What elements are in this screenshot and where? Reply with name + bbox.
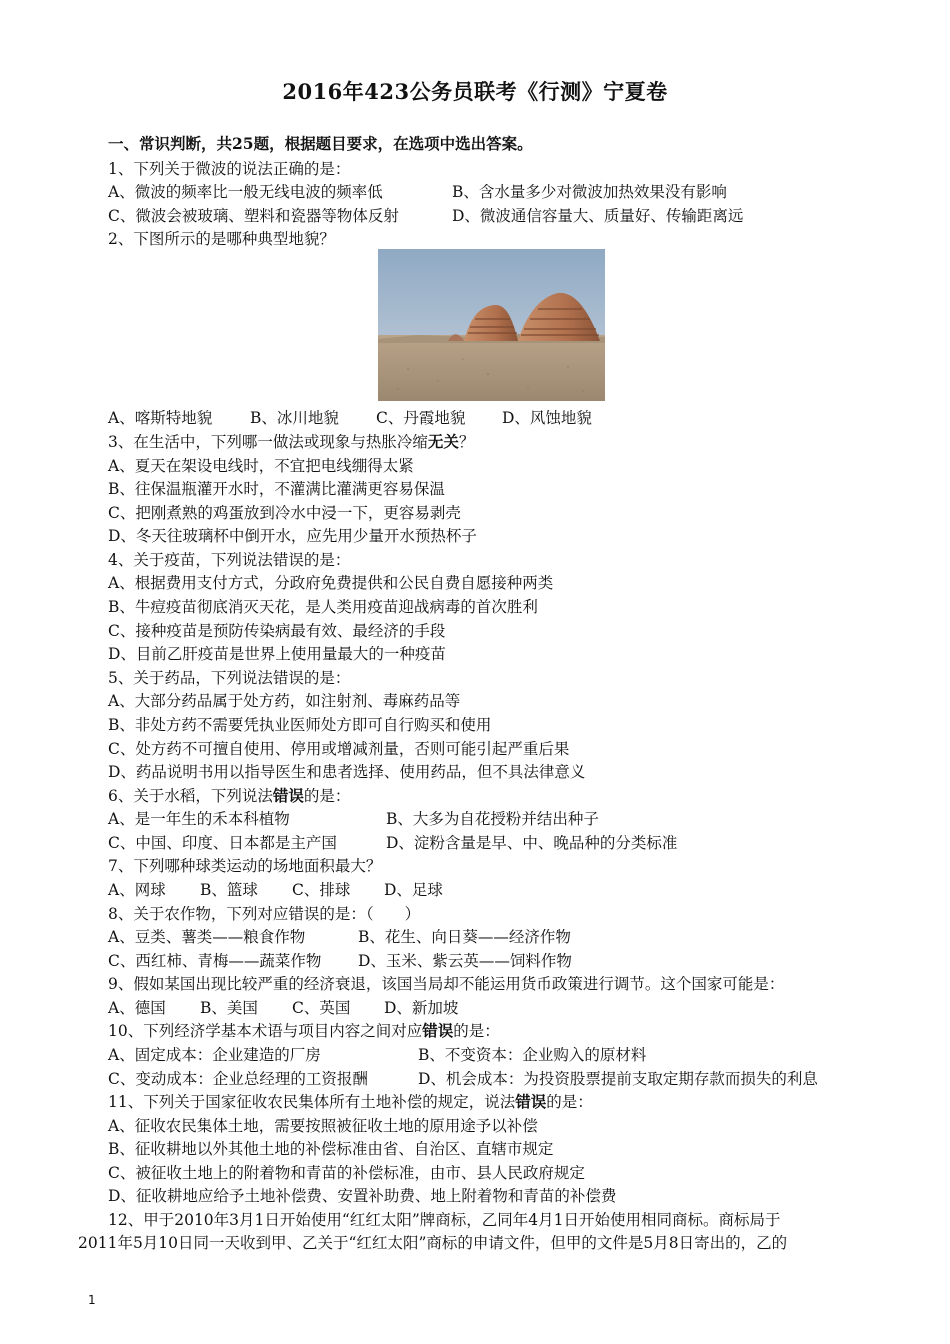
option-b: B、非处方药不需要凭执业医师处方即可自行购买和使用	[108, 716, 492, 734]
option-b: B、含水量多少对微波加热效果没有影响	[452, 183, 727, 201]
question-9-stem: 9、假如某国出现比较严重的经济衰退，该国当局却不能运用货币政策进行调节。这个国家可能是：	[108, 975, 785, 993]
option-d: D、目前乙肝疫苗是世界上使用量最大的一种疫苗	[108, 645, 446, 663]
option-c: C、被征收土地上的附着物和青苗的补偿标准，由市、县人民政府规定	[108, 1164, 585, 1182]
option-c: C、西红柿、青梅——蔬菜作物	[108, 952, 322, 970]
question-3-stem: 3、在生活中，下列哪一做法或现象与热胀冷缩无关？	[108, 432, 475, 451]
option-b: B、大多为自花授粉并结出种子	[386, 810, 599, 828]
question-9-options	[108, 998, 458, 1018]
option-c: C、英国	[292, 999, 351, 1017]
option-d: D、微波通信容量大、质量好、传输距离远	[452, 207, 744, 225]
option-a: A、大部分药品属于处方药，如注射剂、毒麻药品等	[108, 692, 461, 710]
option-b: B、牛痘疫苗彻底消灭天花，是人类用疫苗迎战病毒的首次胜利	[108, 598, 538, 616]
option-a: A、征收农民集体土地，需要按照被征收土地的原用途予以补偿	[108, 1117, 538, 1135]
emphasis-text: 错误	[272, 786, 304, 805]
option-d: D、玉米、紫云英——饲料作物	[358, 952, 572, 970]
question-1-stem: 1、下列关于微波的说法正确的是：	[108, 160, 351, 178]
option-c: C、处方药不可擅自使用、停用或增减剂量，否则可能引起严重后果	[108, 740, 570, 758]
question-5-stem: 5、关于药品，下列说法错误的是：	[108, 669, 351, 687]
option-c: C、中国、印度、日本都是主产国	[108, 834, 337, 852]
emphasis-text: 无关	[427, 432, 459, 451]
option-d: D、风蚀地貌	[502, 409, 592, 427]
option-a: A、夏天在架设电线时，不宜把电线绷得太紧	[108, 457, 414, 475]
option-c: C、变动成本：企业总经理的工资报酬	[108, 1070, 368, 1088]
option-a: A、固定成本：企业建造的厂房	[108, 1046, 321, 1064]
question-2-stem: 2、下图所示的是哪种典型地貌？	[108, 230, 335, 248]
option-d: D、征收耕地应给予土地补偿费、安置补助费、地上附着物和青苗的补偿费	[108, 1187, 617, 1205]
option-b: B、美国	[200, 999, 258, 1017]
section-heading: 一、常识判断，共25题，根据题目要求，在选项中选出答案。	[108, 134, 533, 153]
option-d: D、机会成本：为投资股票提前支取定期存款而损失的利息	[418, 1070, 818, 1088]
page-title: 2016年423公务员联考《行测》宁夏卷	[282, 79, 668, 104]
question-12-line-1: 12、甲于2010年3月1日开始使用“红红太阳”牌商标，乙同年4月1日开始使用相同商标。商标局于	[108, 1211, 781, 1229]
question-2-options	[108, 408, 592, 428]
question-11-stem: 11、下列关于国家征收农民集体所有土地补偿的规定，说法错误的是：	[108, 1092, 593, 1111]
question-4-stem: 4、关于疫苗，下列说法错误的是：	[108, 551, 351, 569]
question-8-options-cd	[108, 951, 572, 971]
option-b: B、冰川地貌	[250, 409, 339, 427]
option-d: D、药品说明书用以指导医生和患者选择、使用药品，但不具法律意义	[108, 763, 586, 781]
option-a: A、微波的频率比一般无线电波的频率低	[108, 183, 383, 201]
option-b: B、征收耕地以外其他土地的补偿标准由省、自治区、直辖市规定	[108, 1140, 554, 1158]
option-a: A、德国	[108, 999, 166, 1017]
question-6-options-ab	[108, 809, 599, 829]
question-6-options-cd	[108, 833, 678, 853]
question-1-options-cd	[108, 206, 744, 226]
option-a: A、网球	[108, 881, 166, 899]
question-1-options-ab	[108, 182, 727, 202]
option-c: C、微波会被玻璃、塑料和瓷器等物体反射	[108, 207, 399, 225]
question-12-line-2: 2011年5月10日同一天收到甲、乙关于“红红太阳”商标的申请文件，但甲的文件是5月8日寄出的，乙的	[78, 1234, 788, 1252]
option-c: C、排球	[292, 881, 351, 899]
emphasis-text: 错误	[515, 1092, 547, 1111]
option-a: A、豆类、薯类——粮食作物	[108, 928, 306, 946]
option-c: C、丹霞地貌	[376, 409, 466, 427]
option-d: D、淀粉含量是早、中、晚品种的分类标准	[386, 834, 678, 852]
option-b: B、不变资本：企业购入的原材料	[418, 1046, 647, 1064]
option-d: D、冬天往玻璃杯中倒开水，应先用少量开水预热杯子	[108, 527, 477, 545]
question-10-stem: 10、下列经济学基本术语与项目内容之间对应错误的是：	[108, 1021, 500, 1040]
question-7-options	[108, 880, 443, 900]
option-c: C、接种疫苗是预防传染病最有效、最经济的手段	[108, 622, 446, 640]
question-8-stem: 8、关于农作物，下列对应错误的是：（ ）	[108, 905, 421, 923]
option-d: D、足球	[384, 881, 443, 899]
option-a: A、喀斯特地貌	[108, 409, 213, 427]
option-a: A、根据费用支付方式，分政府免费提供和公民自费自愿接种两类	[108, 574, 554, 592]
option-b: B、花生、向日葵——经济作物	[358, 928, 571, 946]
question-10-options-ab	[108, 1045, 647, 1065]
question-7-stem: 7、下列哪种球类运动的场地面积最大？	[108, 857, 382, 875]
landform-photo	[378, 249, 605, 401]
option-b: B、篮球	[200, 881, 258, 899]
page-number: 1	[88, 1293, 96, 1307]
emphasis-text: 错误	[422, 1021, 454, 1040]
option-a: A、是一年生的禾本科植物	[108, 810, 290, 828]
option-b: B、往保温瓶灌开水时，不灌满比灌满更容易保温	[108, 480, 445, 498]
question-8-options-ab	[108, 927, 571, 947]
option-d: D、新加坡	[384, 999, 459, 1017]
option-c: C、把刚煮熟的鸡蛋放到冷水中浸一下，更容易剥壳	[108, 504, 461, 522]
question-6-stem: 6、关于水稻，下列说法错误的是：	[108, 786, 351, 805]
question-10-options-cd	[108, 1069, 818, 1089]
